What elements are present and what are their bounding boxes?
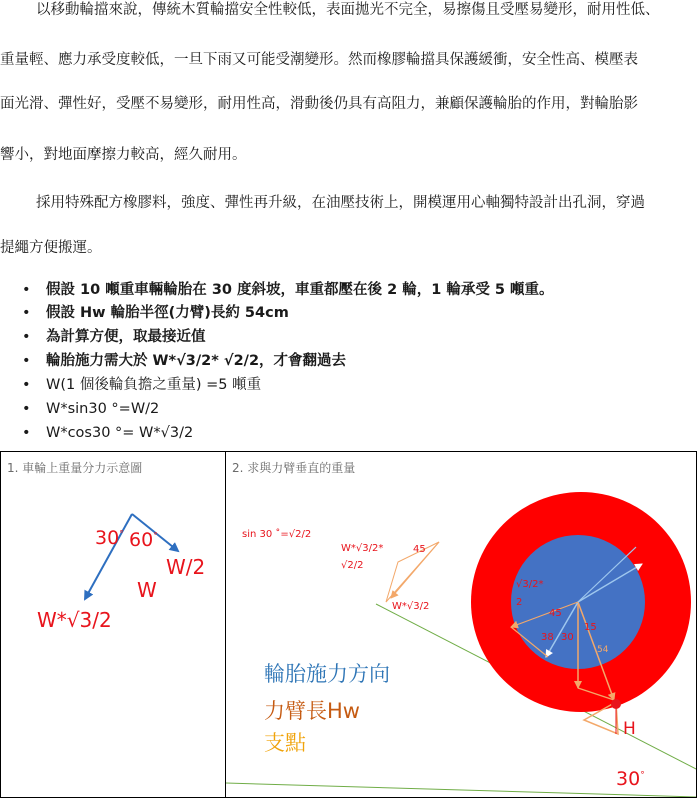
force-direction-label: 輪胎施力方向 xyxy=(264,662,390,686)
inner-54-label: 54 xyxy=(597,645,609,655)
w-root-label: W*√3/2 xyxy=(37,608,112,632)
inner-38-label: 38 xyxy=(541,632,554,643)
bullet-dot: • xyxy=(22,353,31,369)
inner-45-label: 45 xyxy=(549,608,562,619)
w-half-label: W/2 xyxy=(166,555,206,579)
bullet-dot: • xyxy=(22,305,31,321)
perpendicular-weight-panel xyxy=(225,451,697,798)
bullet-item xyxy=(22,376,261,394)
paragraph-line-4: 響小，對地面摩擦力較高，經久耐用。 xyxy=(0,147,247,163)
slope-angle-label: 30° xyxy=(616,768,645,790)
bullet-dot: • xyxy=(22,377,31,393)
bullet-text: 為計算方便，取最接近值 xyxy=(46,329,206,345)
bullet-text: 假設 Hw 輪胎半徑(力臂)長約 54cm xyxy=(46,305,289,321)
angle-30-label: 30° xyxy=(95,527,124,549)
paragraph-line-3: 面光滑、彈性好，受壓不易變形，耐用性高，滑動後仍具有高阻力，兼顧保護輪胎的作用，對輪胎影 xyxy=(0,96,638,112)
triangle-top2-label: √2/2 xyxy=(341,560,364,571)
force-arrows-diagram xyxy=(1,452,226,798)
bullet-dot: • xyxy=(22,425,31,441)
panel-2-title: 2. 求與力臂垂直的重量 xyxy=(232,461,356,475)
fulcrum-point xyxy=(611,699,621,709)
bullet-dot: • xyxy=(22,282,31,298)
force-decomposition-panel xyxy=(0,451,226,798)
inner-top-label: √3/2* xyxy=(516,579,544,590)
paragraph-line-1: 以移動輪擋來說，傳統木質輪擋安全性較低，表面拋光不完全，易擦傷且受壓易變形，耐用性低、 xyxy=(36,2,660,18)
bullet-text: 假設 10 噸重車輛輪胎在 30 度斜坡，車重都壓在後 2 輪，1 輪承受 5 噸重。 xyxy=(46,282,554,298)
bullet-dot: • xyxy=(22,401,31,417)
bullet-item xyxy=(22,304,289,322)
angle-60-label: 60° xyxy=(129,529,158,551)
paragraph-line-2: 重量輕、應力承受度較低，一旦下雨又可能受潮變形。然而橡膠輪擋具保護緩衝，安全性高、模壓表 xyxy=(0,52,638,68)
w-label: W xyxy=(137,578,157,602)
inner-30-label: 30 xyxy=(561,632,574,643)
triangle-45-label: 45 xyxy=(413,544,426,555)
triangle-top-label: W*√3/2* xyxy=(341,543,384,554)
bullet-item xyxy=(22,328,206,346)
inner-15-label: 15 xyxy=(584,622,597,633)
h-label: H xyxy=(623,719,636,739)
triangle-bottom-label: W*√3/2 xyxy=(392,601,430,612)
paragraph-line-5: 採用特殊配方橡膠料，強度、彈性再升級，在油壓技術上，開模運用心軸獨特設計出孔洞，穿過 xyxy=(36,195,645,211)
bullet-dot: • xyxy=(22,329,31,345)
bullet-text: W*sin30 °=W/2 xyxy=(46,401,160,417)
paragraph-line-6: 提繩方便搬運。 xyxy=(0,240,102,256)
arm-length-label: 力臂長Hw xyxy=(264,699,360,723)
bullet-item xyxy=(22,424,193,442)
bullet-item xyxy=(22,352,346,370)
fulcrum-label: 支點 xyxy=(264,731,306,755)
bullet-text: 輪胎施力需大於 W*√3/2* √2/2，才會翻過去 xyxy=(46,353,347,369)
bullet-text: W*cos30 °= W*√3/2 xyxy=(46,425,194,441)
sin-label: sin 30 ˚=√2/2 xyxy=(242,529,312,540)
bullet-item xyxy=(22,400,159,418)
panel-1-title: 1. 車輪上重量分力示意圖 xyxy=(7,461,143,475)
bullet-text: W(1 個後輪負擔之重量) =5 噸重 xyxy=(46,377,262,393)
bullet-item xyxy=(22,281,554,299)
inner-2-label: 2 xyxy=(516,597,523,608)
